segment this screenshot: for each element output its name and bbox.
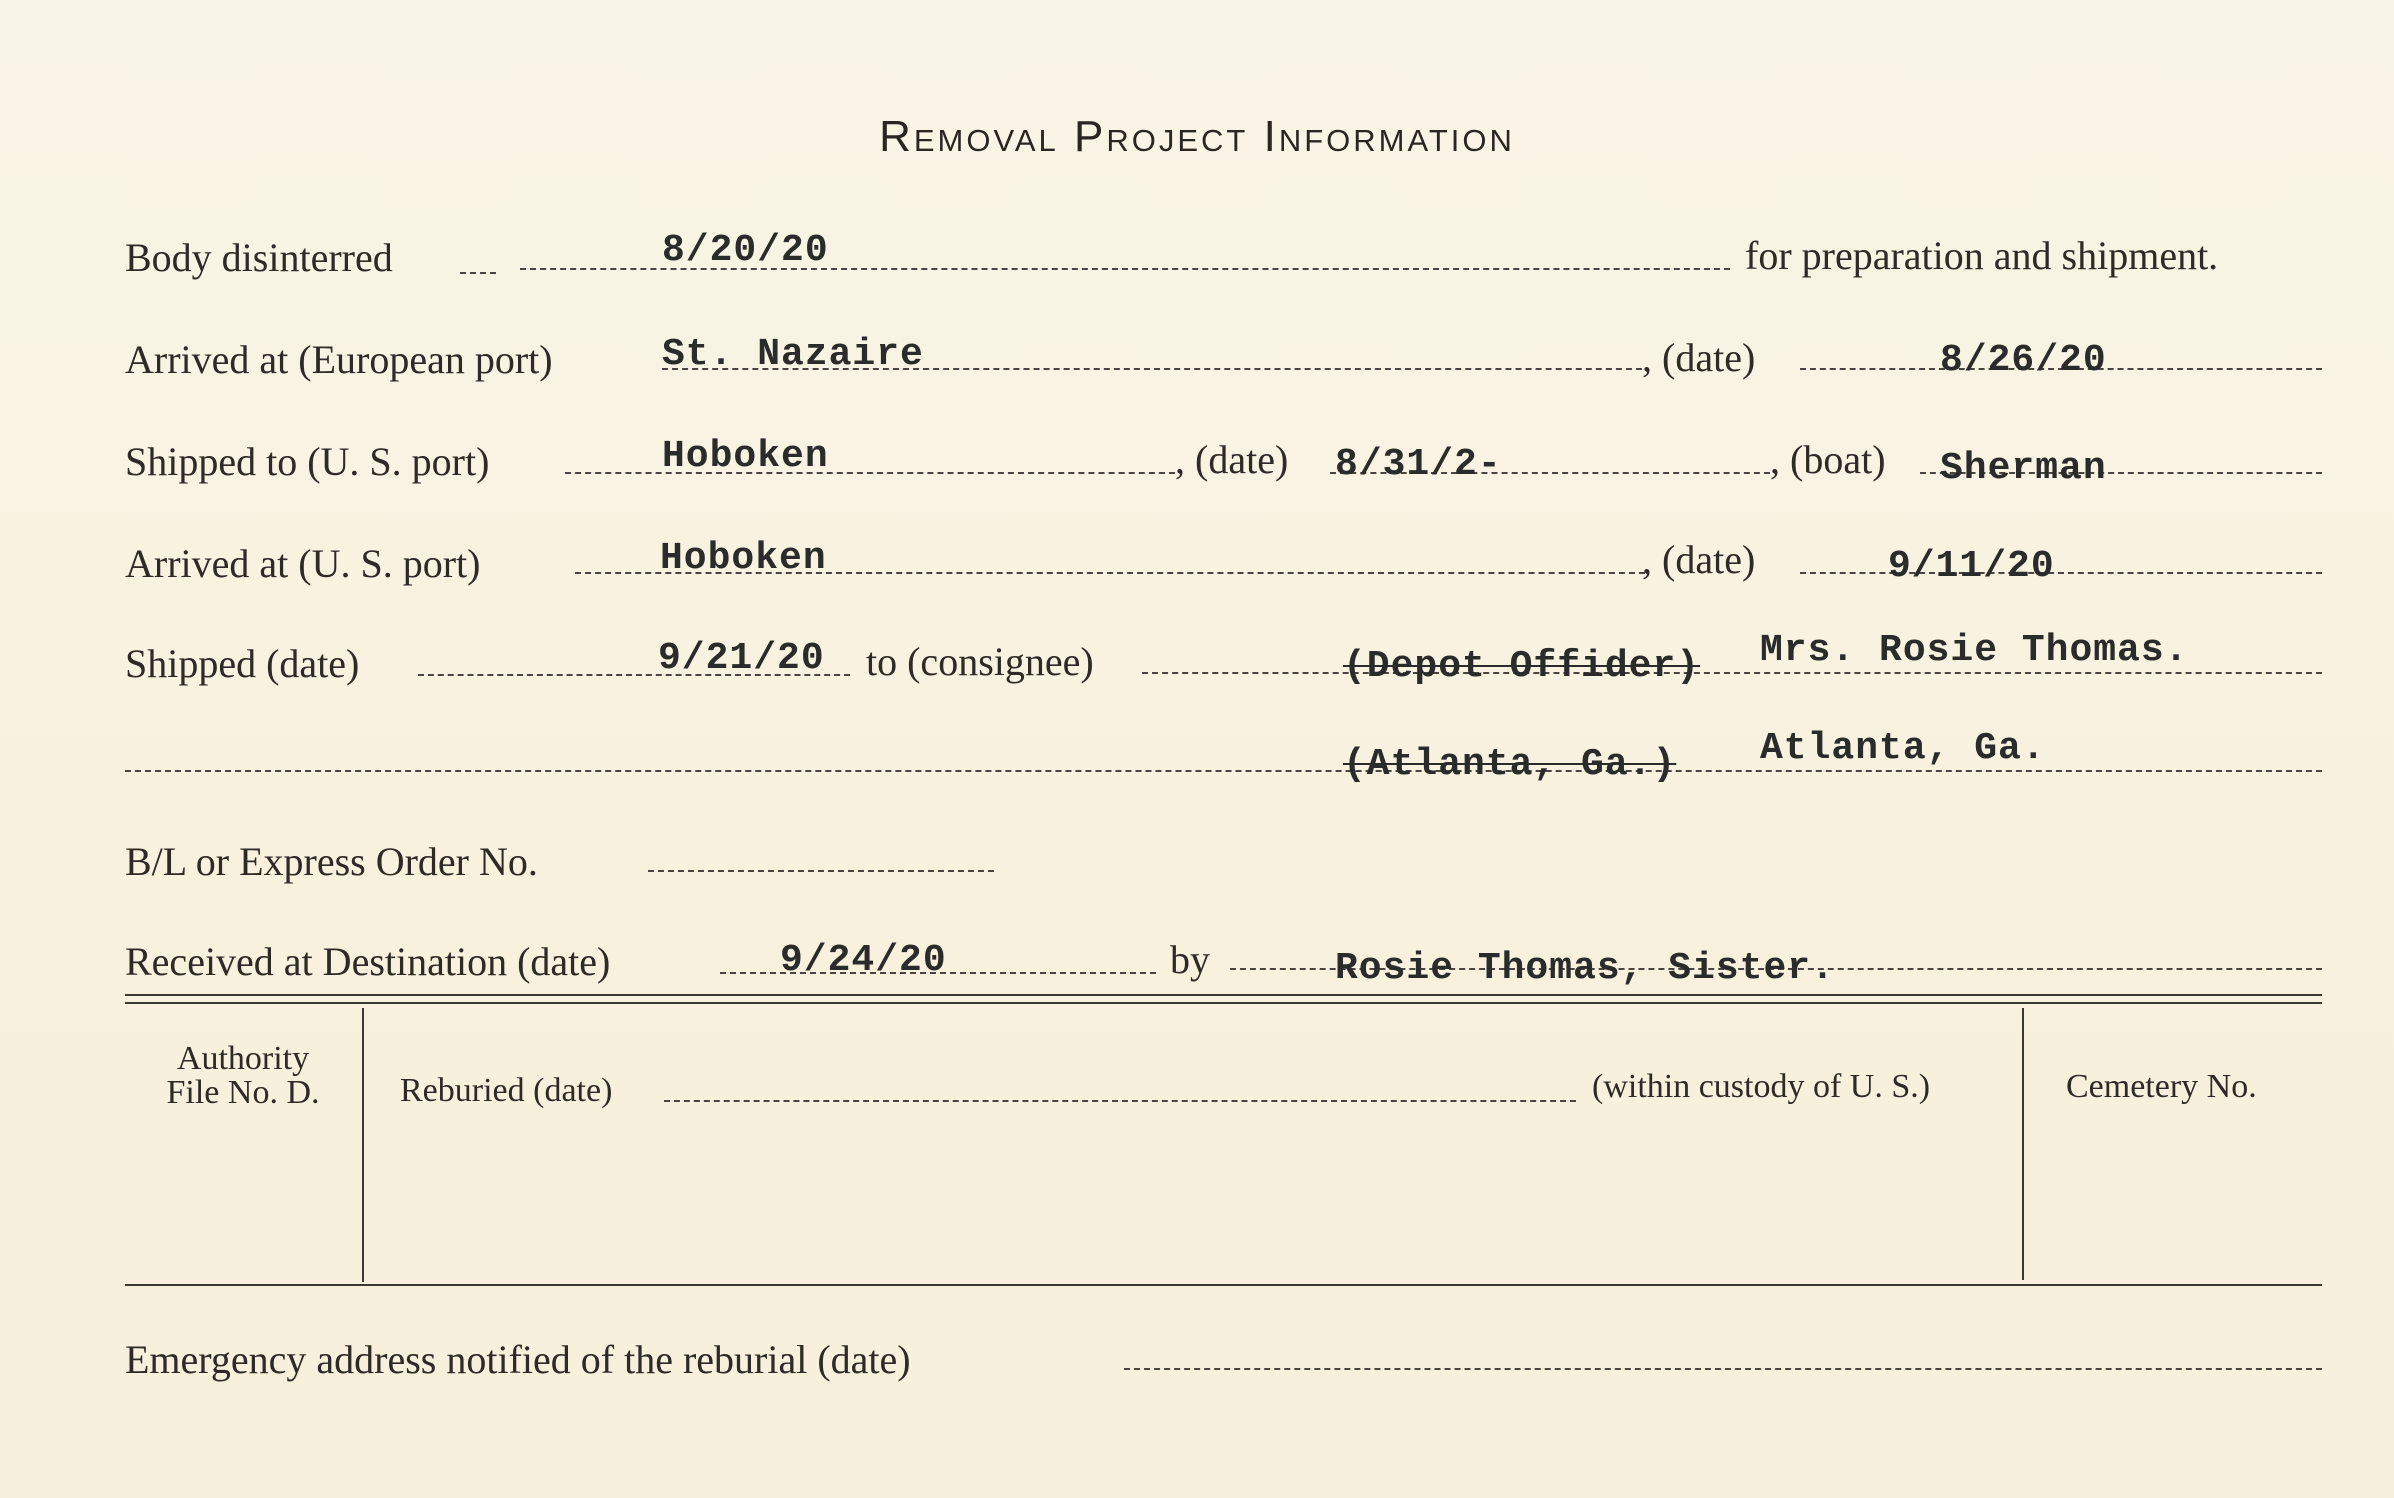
authority-label-line1: Authority (176, 1040, 310, 1077)
emergency-label: Emergency address notified of the reburial (date) (125, 1337, 911, 1382)
received-by-label: by (1170, 937, 1210, 982)
authority-label-line2: File No. D. (166, 1074, 320, 1111)
consignee-name-value: Mrs. Rosie Thomas. (1760, 629, 2189, 672)
bl-order-label: B/L or Express Order No. (125, 839, 538, 884)
consignee-label: to (consignee) (866, 639, 1094, 684)
arrived-us-date-value: 9/11/20 (1888, 545, 2055, 588)
table-bottom-rule (125, 1284, 2322, 1286)
arrived-us-label: Arrived at (U. S. port) (125, 541, 481, 586)
reburied-line (664, 1100, 1576, 1102)
shipped-us-boat-label: , (boat) (1770, 437, 1886, 482)
consignee-address-line (125, 770, 2322, 772)
body-disinterred-value: 8/20/20 (662, 229, 829, 272)
bl-order-line (648, 870, 994, 872)
shipped-us-boat-value: Sherman (1940, 447, 2107, 490)
table-top-rule-2 (125, 1002, 2322, 1004)
card-title: Removal Project Information (879, 112, 1515, 161)
arrived-european-date-label: , (date) (1642, 335, 1756, 380)
consignee-city-value: Atlanta, Ga. (1760, 727, 2046, 770)
consignee-line (1142, 672, 2322, 674)
body-disinterred-label: Body disinterred (125, 235, 393, 280)
arrived-european-label: Arrived at (European port) (125, 337, 553, 382)
shipped-date-value: 9/21/20 (658, 637, 825, 680)
custody-label: (within custody of U. S.) (1592, 1068, 1931, 1105)
reburied-label: Reburied (date) (400, 1072, 613, 1109)
received-value: 9/24/20 (780, 939, 947, 982)
arrived-us-date-label: , (date) (1642, 537, 1756, 582)
shipped-us-label: Shipped to (U. S. port) (125, 439, 490, 484)
body-disinterred-suffix: for preparation and shipment. (1745, 233, 2219, 278)
consignee-struck-city: (Atlanta, Ga.) (1343, 743, 1677, 786)
shipped-us-date-label: , (date) (1175, 437, 1289, 482)
body-disinterred-leader (460, 272, 496, 274)
shipped-us-line (565, 472, 1175, 474)
received-label: Received at Destination (date) (125, 939, 611, 984)
emergency-line (1124, 1368, 2322, 1370)
table-top-rule-1 (125, 994, 2322, 996)
consignee-struck-office: (Depot Offider) (1343, 645, 1701, 688)
arrived-us-value: Hoboken (660, 537, 827, 580)
arrived-european-value: St. Nazaire (662, 333, 924, 376)
table-divider-left (362, 1008, 364, 1282)
shipped-us-value: Hoboken (662, 435, 829, 478)
arrived-european-date-value: 8/26/20 (1940, 339, 2107, 382)
shipped-date-label: Shipped (date) (125, 641, 360, 686)
received-by-value: Rosie Thomas, Sister. (1335, 947, 1835, 990)
arrived-us-date-line (1800, 572, 2322, 574)
cemetery-label: Cemetery No. (2066, 1068, 2257, 1105)
table-divider-right (2022, 1008, 2024, 1280)
shipped-us-date-value: 8/31/2- (1335, 443, 1502, 486)
